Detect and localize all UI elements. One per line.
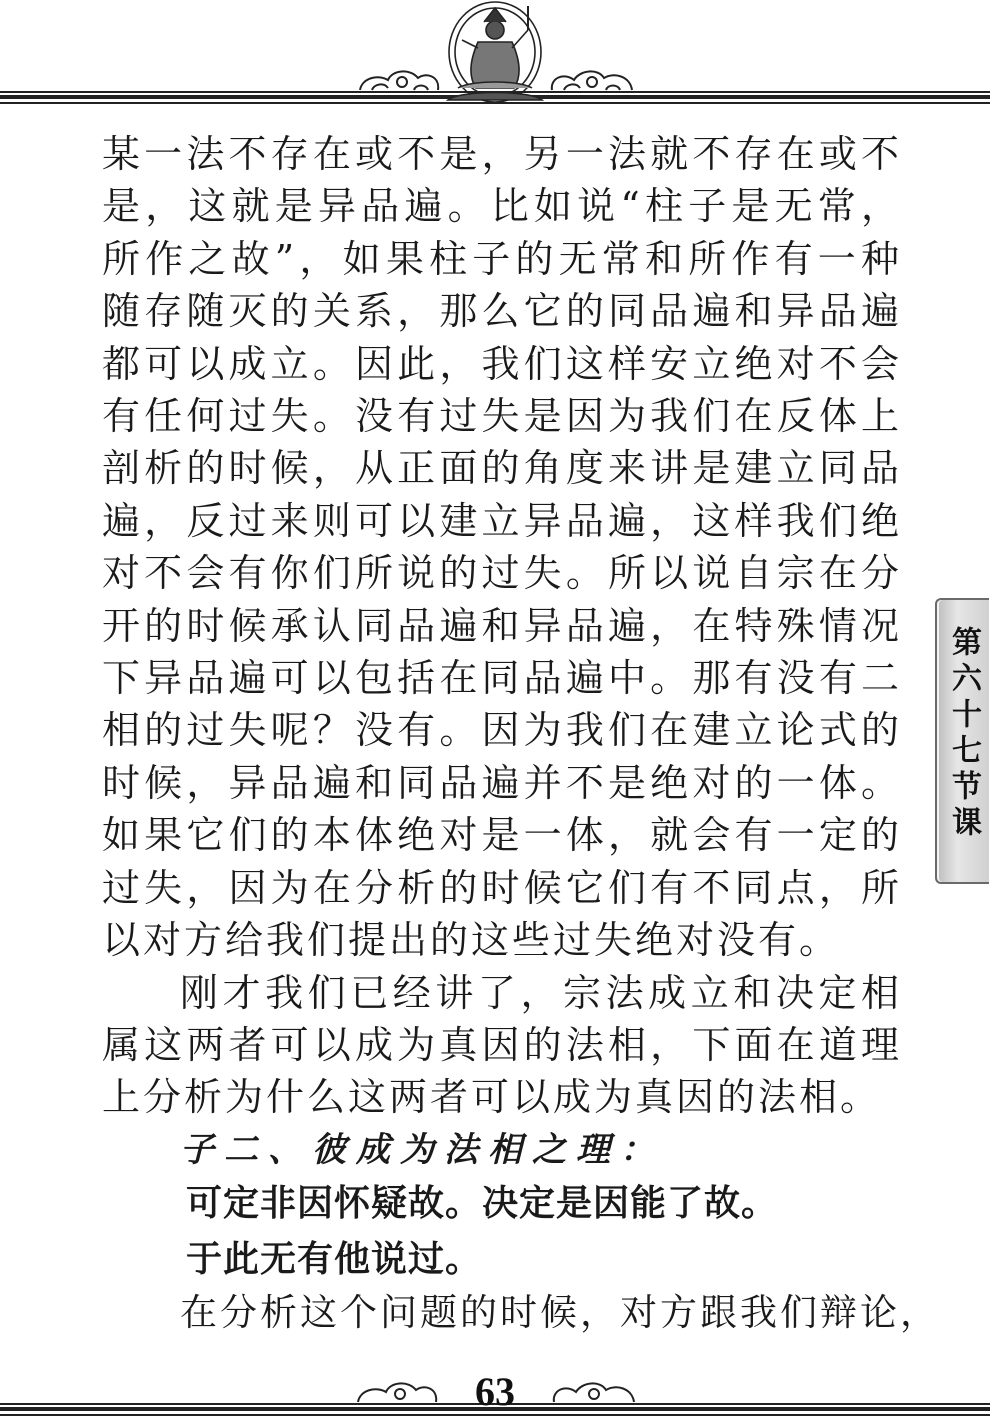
paragraph: 在分析这个问题的时候，对方跟我们辩论， <box>180 1291 940 1334</box>
section-heading: 子二、彼成为法相之理： <box>180 1130 664 1170</box>
page-header <box>0 0 990 115</box>
right-cloud-ornament-icon <box>552 71 632 90</box>
deity-figure-icon <box>448 2 542 102</box>
paragraph: 某一法不存在或不是，另一法就不存在或不是，这就是异品遍。比如说“柱子是无常，所作之故”，如果柱子的无常和所作有一种随存随灭的关系，那么它的同品遍和异品遍都可以成立。因此，我们这样安立绝对不会有任何过失。没有过失是因为我们在反体上剖析的时候，从正面的角度来讲是建立同品遍，反过来则可以建立异品遍，这样我们绝对不会有你们所说的过失。所以说自宗在分开的时候承认同品遍和异品遍，在特殊情况下异品遍可以包括在同品遍中。那有没有二相的过失呢？没有。因为我们在建立论式的时候，异品遍和同品遍并不是绝对的一体。如果它们的本体绝对是一体，就会有一定的过失，因为在分析的时候它们有不同点，所以对方给我们提出的这些过失绝对没有。 <box>102 132 902 963</box>
header-ornament <box>0 0 990 115</box>
chapter-tab-label: 第六十七节课 <box>946 626 981 842</box>
right-cloud-ornament-icon <box>554 1383 634 1402</box>
root-verse <box>186 1176 778 1288</box>
paragraph: 刚才我们已经讲了，宗法成立和决定相属这两者可以成为真因的法相，下面在道理上分析为什么这两者可以成为真因的法相。 <box>102 970 902 1120</box>
verse-line: 于此无有他说过。 <box>186 1239 483 1280</box>
page-number: 63 <box>475 1369 515 1414</box>
page-footer <box>0 1360 990 1426</box>
left-cloud-ornament-icon <box>360 71 438 90</box>
body-text <box>102 128 902 1124</box>
verse-line: 可定非因怀疑故。决定是因能了故。 <box>186 1183 779 1224</box>
chapter-tab <box>935 598 989 884</box>
left-cloud-ornament-icon <box>358 1383 436 1402</box>
